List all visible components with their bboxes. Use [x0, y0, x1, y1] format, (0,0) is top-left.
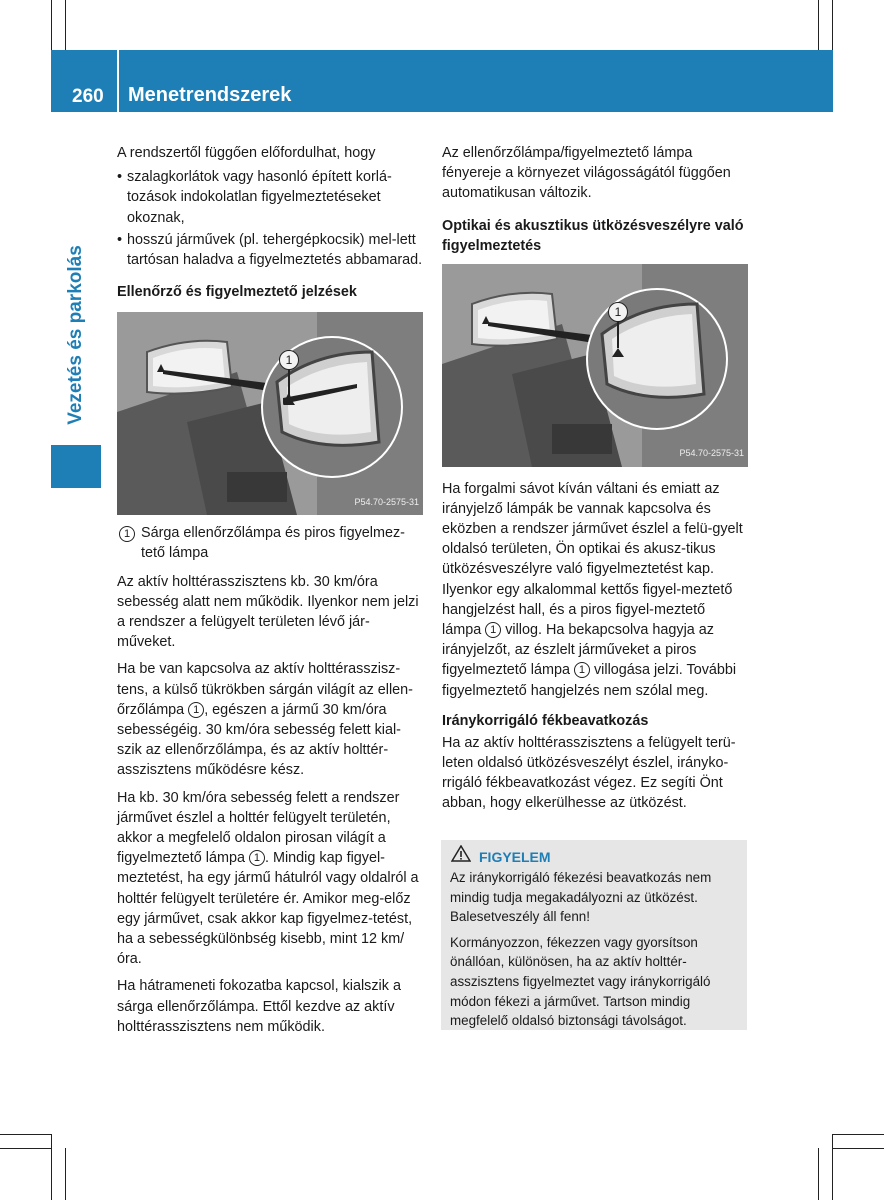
- side-tab-marker: [51, 445, 101, 488]
- right-column: [442, 143, 748, 821]
- warning-header: [451, 845, 551, 865]
- bullet-item: • hosszú járművek (pl. tehergépkocsik) mel-lett tartósan haladva a figyelmeztetés abbamarad.: [117, 230, 423, 270]
- crop-mark: [833, 1134, 884, 1135]
- section-heading: Ellenőrző és figyelmeztető jelzések: [117, 284, 357, 301]
- callout-number: 1: [249, 850, 265, 866]
- crop-mark: [818, 0, 819, 50]
- paragraph: Ha forgalmi sávot kíván váltani és emiatt az irányjelző lámpák be vannak kapcsolva és eközben a rendszer járművet észlel a felü-gyelt oldalsó területen, Ön optikai és akusz-tikus ütközésveszélyre való figyelmeztetést kap. Ilyenkor egy alkalommal kettős figyel-meztető hangjelzést hall, és a piros figyel-meztető lámpa 1 villog. Ha bekapcsolva hagyja az irányjelzőt, az észlelt járműveket a piros figyelmeztető lámpa 1 villogása jelzi. További figyelmeztető hangjelzés nem szólal meg.: [442, 480, 743, 699]
- warning-title: FIGYELEM: [479, 849, 551, 865]
- callout-number: 1: [188, 702, 204, 718]
- callout-number: 1: [574, 662, 590, 678]
- paragraph: Ha hátrameneti fokozatba kapcsol, kialszik a sárga ellenőrzőlámpa. Ettől kezdve az aktív holttérasszisztens nem működik.: [117, 978, 401, 1035]
- crop-mark: [832, 1134, 833, 1200]
- warning-paragraph: Kormányozzon, fékezzen vagy gyorsítson önállóan, különösen, ha az aktív holttér-asszisztens figyelmeztet vagy iránykorrigáló módon fékezi a járművet. Tartson mindig megfelelő oldalsó biztonsági távolságot.: [450, 934, 711, 1029]
- mirror-figure: [442, 264, 748, 467]
- figure-code: P54.70-2575-31: [354, 497, 419, 508]
- chapter-title: Menetrendszerek: [128, 84, 292, 106]
- warning-paragraph: Az iránykorrigáló fékezési beavatkozás nem mindig tudja megakadályozni az ütközést. Balesetveszély áll fenn!: [450, 870, 712, 925]
- paragraph: Ha kb. 30 km/óra sebesség felett a rendszer járművet észlel a holttér felügyelt területén, akkor a megfelelő oldalon pirosan világít a figyelmeztető lámpa 1 . Mindig kap figyel-meztetést, ha egy jármű hátulról vagy oldalról a holttér felügyelt területére ér. Amikor meg-előz egy járművet, csak akkor kap figyelmez-tetést, ha a sebességkülönbség kisebb, mint 12 km/óra.: [117, 789, 419, 968]
- mirror-illustration: [442, 264, 748, 467]
- warning-triangle-icon: [451, 845, 471, 865]
- crop-mark: [833, 1148, 884, 1149]
- mirror-figure: [117, 312, 423, 515]
- figure-caption: [117, 523, 423, 563]
- warning-box: [441, 840, 747, 1030]
- left-column: [117, 143, 423, 1044]
- page-number: 260: [72, 86, 104, 107]
- callout-number: 1: [279, 350, 299, 370]
- crop-mark: [51, 0, 52, 50]
- paragraph: Ha be van kapcsolva az aktív holttérasszisz-tens, a külső tükrökben sárgán világít az ellen-őrzőlámpa 1 , egészen a jármű 30 km/óra sebességéig. 30 km/óra sebesség felett kial-szik az ellenőrzőlámpa, és az aktív holttér-asszisztens működésre kész.: [117, 661, 413, 779]
- callout-number: 1: [485, 622, 501, 638]
- side-tab-label: Vezetés és parkolás: [65, 245, 86, 425]
- crop-mark: [51, 1134, 52, 1200]
- caption-text: Sárga ellenőrzőlámpa és piros figyelmez-tető lámpa: [141, 525, 405, 562]
- crop-mark: [818, 1148, 819, 1200]
- paragraph: Az ellenőrzőlámpa/figyelmeztető lámpa fényereje a környezet világosságától függően automatikusan változik.: [442, 145, 731, 202]
- header-divider: [117, 50, 119, 112]
- crop-mark: [0, 1134, 51, 1135]
- section-heading: Optikai és akusztikus ütközésveszélyre való figyelmeztetés: [442, 217, 744, 254]
- section-heading: Iránykorrigáló fékbeavatkozás: [442, 712, 649, 729]
- paragraph: Az aktív holttérasszisztens kb. 30 km/óra sebesség alatt nem működik. Ilyenkor nem jelzi a rendszer a felügyelt területen lévő jár-műveket.: [117, 573, 419, 651]
- callout-line: [288, 370, 290, 396]
- crop-mark: [832, 0, 833, 50]
- crop-mark: [65, 0, 66, 50]
- callout-line: [617, 322, 619, 348]
- crop-mark: [65, 1148, 66, 1200]
- warning-lamp-icon: [612, 348, 624, 357]
- bullet-item: • szalagkorlátok vagy hasonló épített korlá-tozások indokolatlan figyelmeztetéseket okoznak,: [117, 167, 423, 228]
- paragraph: Ha az aktív holttérasszisztens a felügyelt terü-leten oldalsó ütközésveszélyt észlel, irányko-rrigáló fékbeavatkozást végez. Ez segíti Önt abban, hogy elkerülhesse az ütközést.: [442, 734, 736, 812]
- figure-code: P54.70-2575-31: [679, 448, 744, 459]
- warning-lamp-icon: [283, 396, 295, 405]
- crop-mark: [0, 1148, 51, 1149]
- intro-text: A rendszertől függően előfordulhat, hogy: [117, 145, 376, 161]
- callout-number: 1: [608, 302, 628, 322]
- mirror-illustration: [117, 312, 423, 515]
- warning-body: [450, 868, 742, 1037]
- callout-number: 1: [119, 526, 135, 542]
